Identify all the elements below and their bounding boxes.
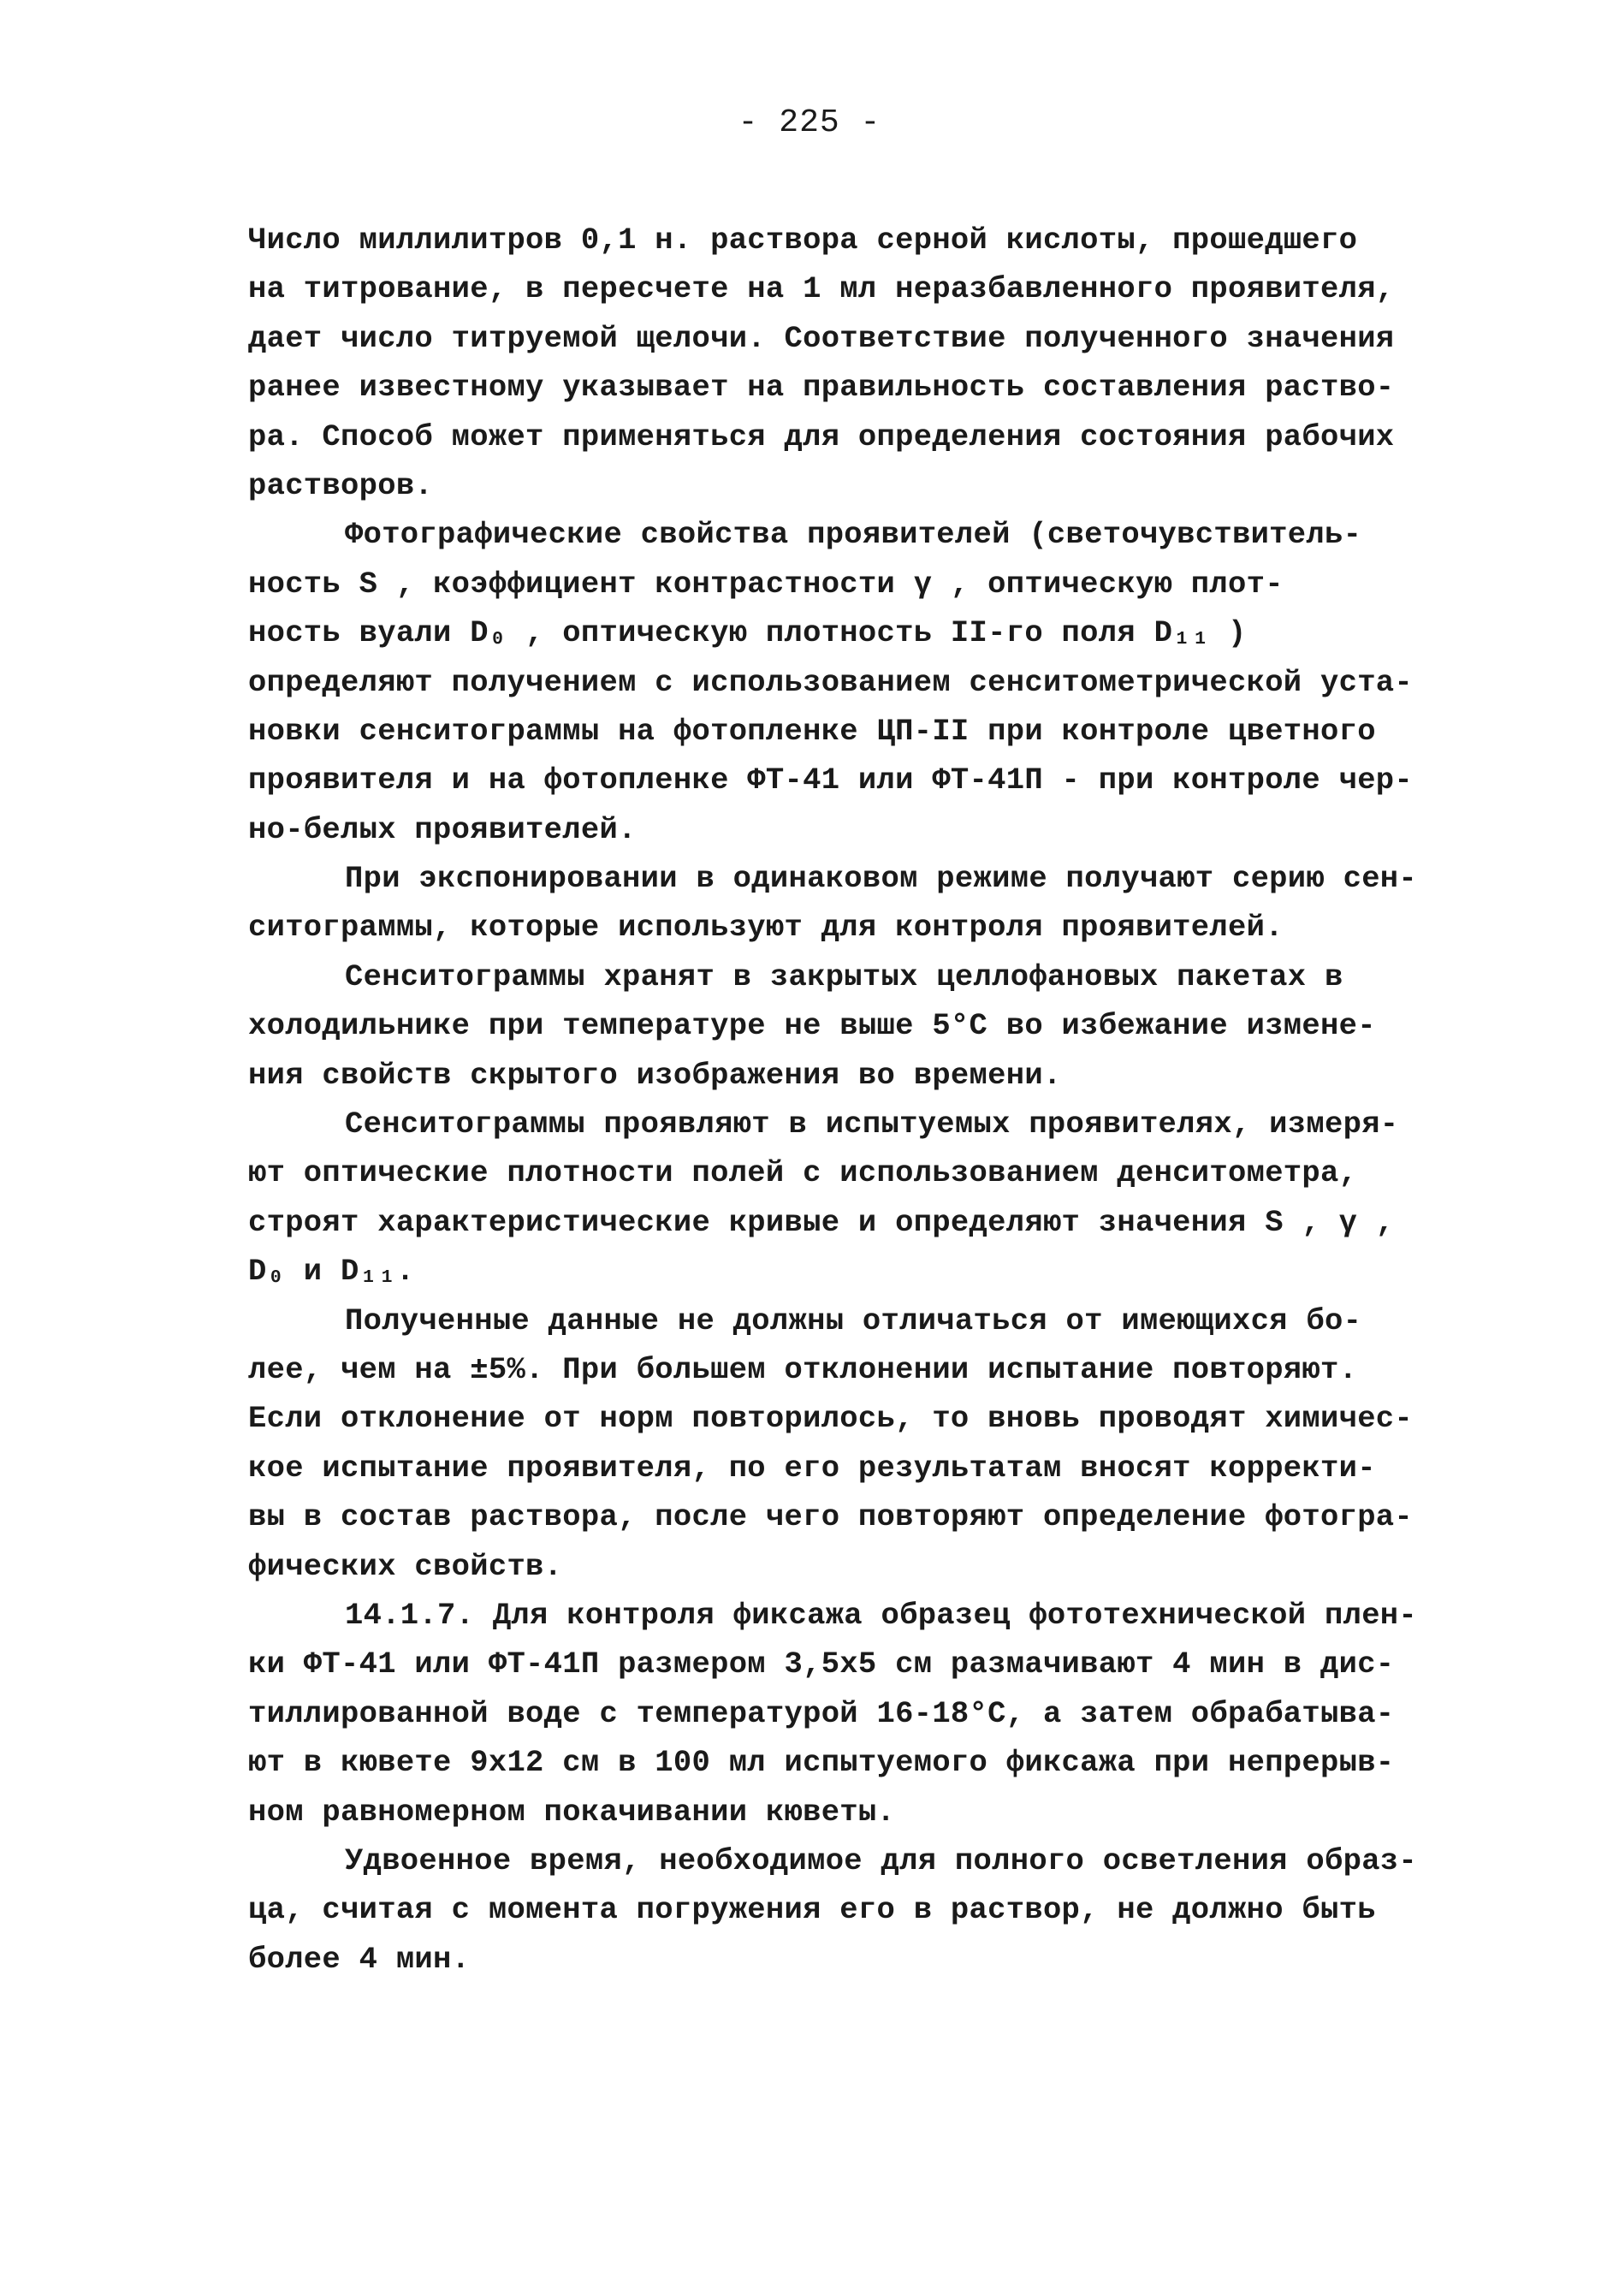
- text-line: Фотографические свойства проявителей (светочувствитель-: [345, 517, 1362, 553]
- text-line: новки сенситограммы на фотопленке ЦП-II при контроле цветного: [248, 713, 1376, 749]
- text-line: растворов.: [248, 467, 434, 503]
- text-line: ность S , коэффициент контрастности γ , оптическую плот-: [248, 566, 1284, 602]
- text-line: При экспонировании в одинаковом режиме получают серию сен-: [345, 861, 1418, 897]
- text-line: ранее известному указывает на правильность составления раство-: [248, 370, 1395, 406]
- page-number: - 225 -: [738, 104, 881, 141]
- text-line: Сенситограммы хранят в закрытых целлофановых пакетах в: [345, 958, 1343, 994]
- text-line: Число миллилитров 0,1 н. раствора серной кислоты, прошедшего: [248, 222, 1358, 258]
- text-line: ситограммы, которые используют для контроля проявителей.: [248, 910, 1284, 946]
- body-text: [248, 216, 1480, 1984]
- text-line: Если отклонение от норм повторилось, то вновь проводят химичес-: [248, 1401, 1414, 1437]
- text-line: на титрование, в пересчете на 1 мл неразбавленного проявителя,: [248, 271, 1395, 307]
- text-line: вы в состав раствора, после чего повторяют определение фотогра-: [248, 1499, 1414, 1535]
- text-line: Сенситограммы проявляют в испытуемых проявителях, измеря-: [345, 1106, 1399, 1142]
- text-line: 14.1.7. Для контроля фиксажа образец фототехнической плен-: [345, 1597, 1418, 1633]
- text-line: Удвоенное время, необходимое для полного осветления образ-: [345, 1842, 1418, 1878]
- text-line: но-белых проявителей.: [248, 811, 637, 847]
- text-line: проявителя и на фотопленке ФТ-41 или ФТ-41П - при контроле чер-: [248, 762, 1414, 798]
- text-line: определяют получением с использованием сенситометрической уста-: [248, 664, 1414, 700]
- text-line: кое испытание проявителя, по его результатам вносят корректи-: [248, 1450, 1376, 1486]
- text-line: более 4 мин.: [248, 1941, 471, 1977]
- text-line: холодильнике при температуре не выше 5°С во избежание измене-: [248, 1008, 1376, 1044]
- text-line: ют оптические плотности полей с использованием денситометра,: [248, 1155, 1358, 1191]
- text-line: ном равномерном покачивании кюветы.: [248, 1794, 896, 1830]
- text-line: тиллированной воде с температурой 16-18°С, а затем обрабатыва-: [248, 1695, 1395, 1731]
- text-line: ния свойств скрытого изображения во времени.: [248, 1057, 1062, 1093]
- text-line: D₀ и D₁₁.: [248, 1254, 415, 1290]
- text-line: дает число титруемой щелочи. Соответствие полученного значения: [248, 320, 1395, 356]
- text-line: строят характеристические кривые и определяют значения S , γ ,: [248, 1204, 1395, 1240]
- text-line: лее, чем на ±5%. При большем отклонении испытание повторяют.: [248, 1351, 1358, 1387]
- text-line: ца, считая с момента погружения его в раствор, не должно быть: [248, 1892, 1376, 1928]
- text-line: ки ФТ-41 или ФТ-41П размером 3,5x5 см размачивают 4 мин в дис-: [248, 1646, 1395, 1682]
- text-line: ют в кювете 9x12 см в 100 мл испытуемого фиксажа при непрерыв-: [248, 1745, 1395, 1781]
- text-line: ра. Способ может применяться для определения состояния рабочих: [248, 418, 1395, 454]
- text-line: ность вуали D₀ , оптическую плотность II-го поля D₁₁ ): [248, 615, 1247, 651]
- text-line: фических свойств.: [248, 1548, 563, 1584]
- text-line: Полученные данные не должны отличаться от имеющихся бо-: [345, 1302, 1362, 1338]
